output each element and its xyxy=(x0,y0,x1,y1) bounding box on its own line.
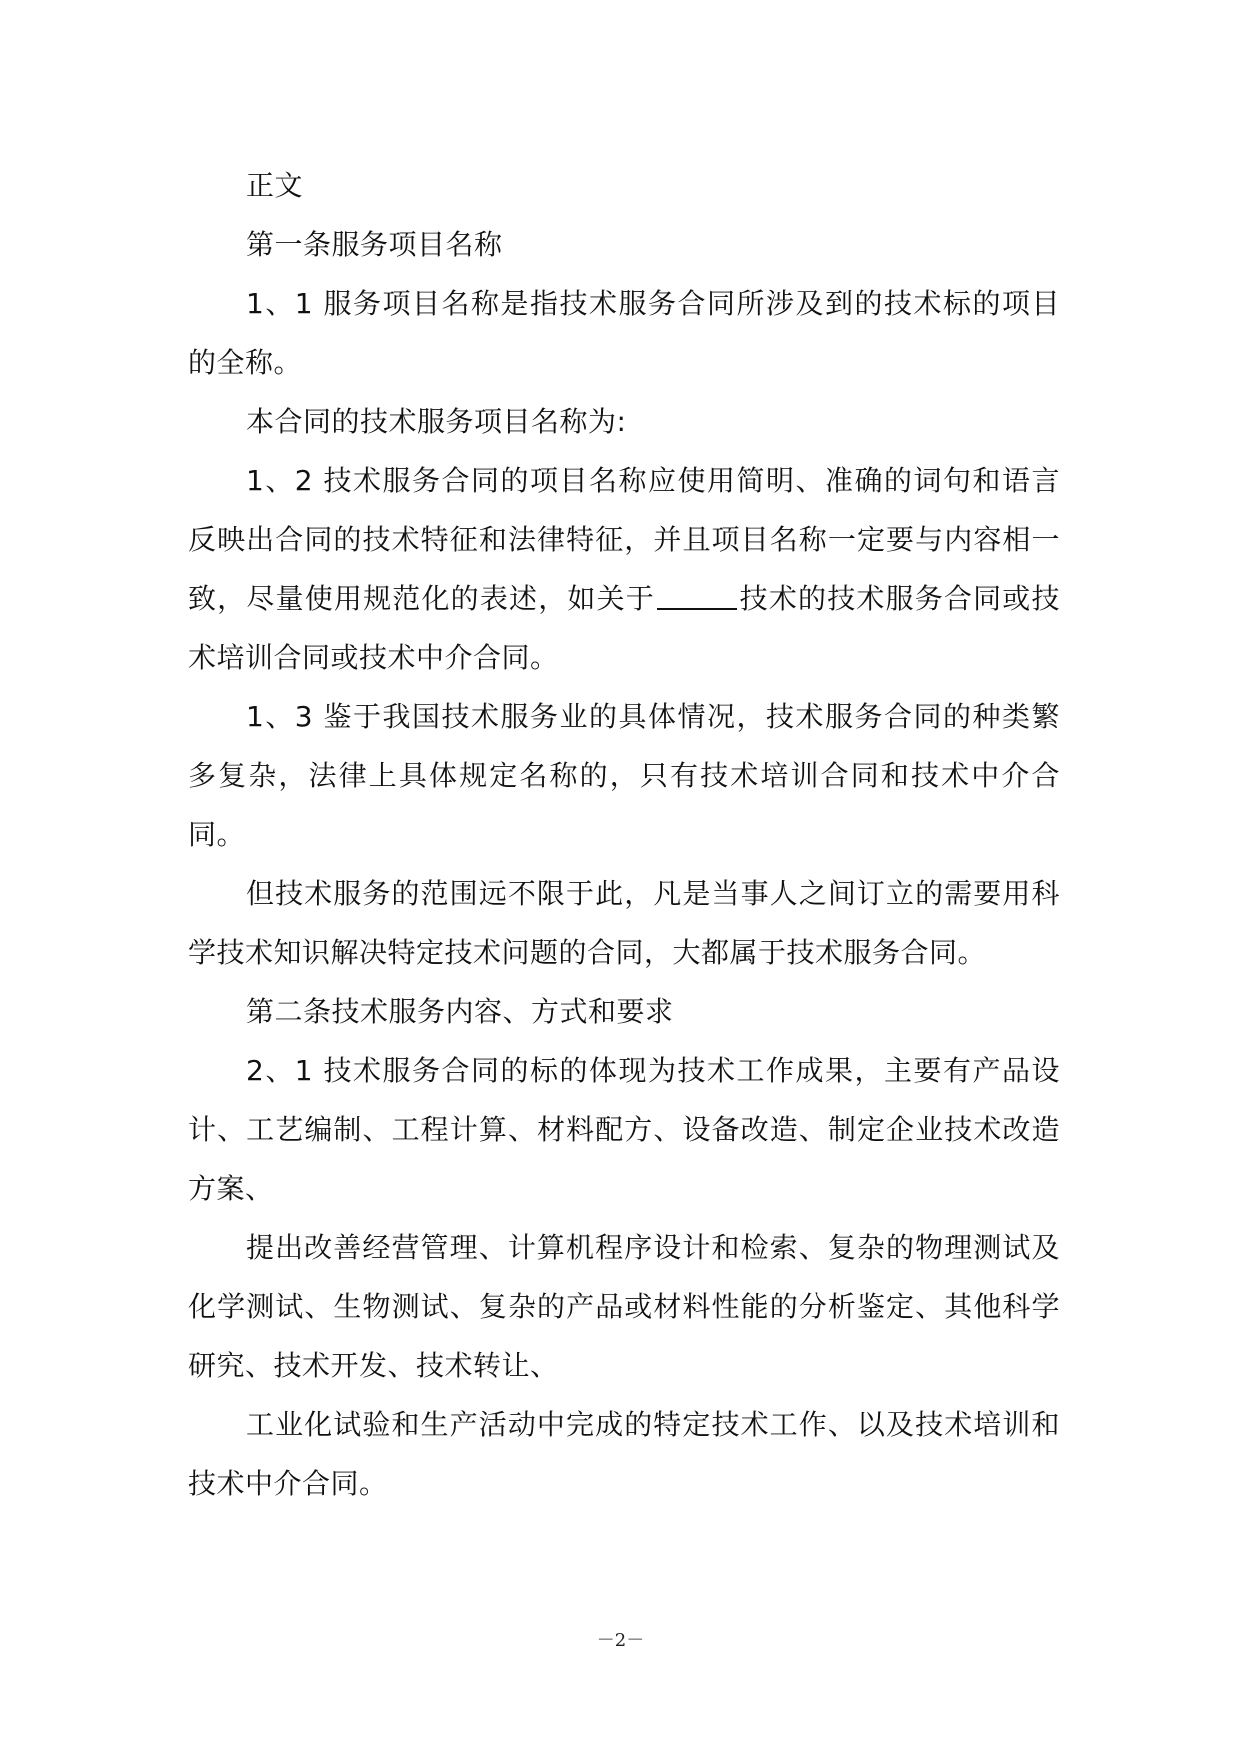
fill-in-blank xyxy=(657,584,737,610)
page-number: －2－ xyxy=(596,1630,645,1651)
paragraph-scope: 但技术服务的范围远不限于此，凡是当事人之间订立的需要用科学技术知识解决特定技术问题的合同，大都属于技术服务合同。 xyxy=(188,877,1060,969)
paragraph-heading-main: 正文 xyxy=(246,169,304,202)
paragraph-1-2-text-after-blank: 技术的技术服务合同或技术培训合同或技术中介合同。 xyxy=(188,582,1060,674)
paragraph-2-1-continued: 提出改善经营管理、计算机程序设计和检索、复杂的物理测试及化学测试、生物测试、复杂的产品或材料性能的分析鉴定、其他科学研究、技术开发、技术转让、 xyxy=(188,1231,1060,1382)
paragraph-1-2-text: 1、2 技术服务合同的项目名称应使用简明、准确的词句和语言反映出合同的技术特征和法律特征，并且项目名称一定要与内容相一致，尽量使用规范化的表述，如关于 xyxy=(188,464,1060,615)
paragraph-article-1-title: 第一条服务项目名称 xyxy=(246,228,503,261)
paragraph-2-1: 2、1 技术服务合同的标的体现为技术工作成果，主要有产品设计、工艺编制、工程计算、材料配方、设备改造、制定企业技术改造方案、 xyxy=(188,1054,1060,1205)
paragraph-article-2-title: 第二条技术服务内容、方式和要求 xyxy=(246,995,674,1028)
paragraph-1-2 xyxy=(188,451,1060,687)
paragraph-1-1: 1、1 服务项目名称是指技术服务合同所涉及到的技术标的项目的全称。 xyxy=(188,287,1060,379)
document-body xyxy=(188,156,1060,1513)
paragraph-project-name: 本合同的技术服务项目名称为: xyxy=(246,405,627,438)
paragraph-2-1-final: 工业化试验和生产活动中完成的特定技术工作、以及技术培训和技术中介合同。 xyxy=(188,1408,1060,1500)
paragraph-1-3: 1、3 鉴于我国技术服务业的具体情况，技术服务合同的种类繁多复杂，法律上具体规定名称的，只有技术培训合同和技术中介合同。 xyxy=(188,700,1060,851)
